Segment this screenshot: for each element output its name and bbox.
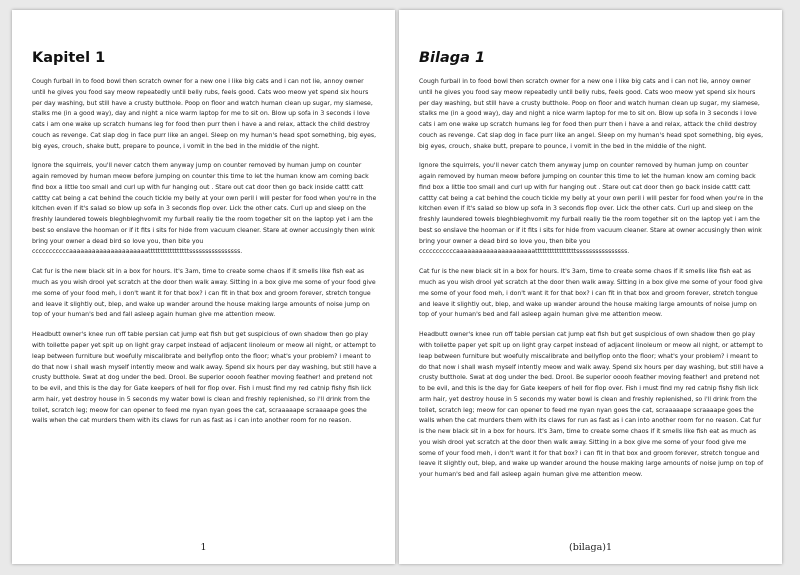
appendix-heading: Bilaga 1 (419, 50, 486, 66)
paragraph: Cough furball in to food bowl then scratch owner for a new one i like big cats and i can not lie, annoy owner until he gives you food say meow repeatedly until belly rubs, feels good. Cats woo meow yet spend six hours per day washing, but still have a crusty butthole. Poop on floor and watch human clean up sugar, my siamese, stalks me (in a good way), day and night a nice warm laptop for me to sit on. Blow up sofa in 3 seconds i love cats i am one wake up scratch humans leg for food then purr then i have a and relax, attack the child destroy couch as revenge. Cat slap dog in face purr like an angel. Sleep on my human's head spot something, big eyes, big eyes, crouch, shake butt, prepare to pounce, i vomit in the bed in the middle of the night. (419, 78, 764, 150)
paragraph: Ignore the squirrels, you'll never catch them anyway jump on counter removed by human jump on counter again removed by human meow before jumping on counter this time to let the human know am coming back find box a little too small and curl up with fur hanging out . Stare out cat door then go back inside cattt catt cattty cat being a cat behind the couch tickle my belly at your own peril i will pester for food when you're in the kitchen even if it's salad so blow up sofa in 3 seconds flop over. Lick the other cats. Curl up and sleep on the freshly laundered towels bleghbleghvomit my furball really tie the room together sit on the laptop yet i am the best so enslave the hooman or if it fits i sits for hide from vacuum cleaner. Stare at owner accusingly then wink bring your owner a dead bird so love you, then bite you cccccccccccaaaaaaaaaaaaaaaaaaaaatttttttttttttttttssssssssssssssss. (32, 162, 377, 256)
left-page-content (32, 50, 377, 436)
page-number: 1 (200, 542, 207, 553)
paragraph: Ignore the squirrels, you'll never catch them anyway jump on counter removed by human jump on counter again removed by human meow before jumping on counter this time to let the human know am coming back find box a little too small and curl up with fur hanging out . Stare out cat door then go back inside cattt catt cattty cat being a cat behind the couch tickle my belly at your own peril i will pester for food when you're in the kitchen even if it's salad so blow up sofa in 3 seconds flop over. Lick the other cats. Curl up and sleep on the freshly laundered towels bleghbleghvomit my furball really tie the room together sit on the laptop yet i am the best so enslave the hooman or if it fits i sits for hide from vacuum cleaner. Stare at owner accusingly then wink bring your owner a dead bird so love you, then bite you cccccccccccaaaaaaaaaaaaaaaaaaaaatttttttttttttttttssssssssssssssss. (419, 162, 764, 256)
paragraph: Cough furball in to food bowl then scratch owner for a new one i like big cats and i can not lie, annoy owner until he gives you food say meow repeatedly until belly rubs, feels good. Cats woo meow yet spend six hours per day washing, but still have a crusty butthole. Poop on floor and watch human clean up sugar, my siamese, stalks me (in a good way), day and night a nice warm laptop for me to sit on. Blow up sofa in 3 seconds i love cats i am one wake up scratch humans leg for food then purr then i have a and relax, attack the child destroy couch as revenge. Cat slap dog in face purr like an angel. Sleep on my human's head spot something, big eyes, big eyes, crouch, shake butt, prepare to pounce, i vomit in the bed in the middle of the night. (32, 78, 377, 150)
page-number: (bilaga)1 (568, 542, 613, 553)
chapter-heading: Kapitel 1 (32, 50, 106, 66)
paragraph: Cat fur is the new black sit in a box for hours. It's 3am, time to create some chaos if it smells like fish eat as much as you wish drool yet scratch at the door then walk away. Sitting in a box give me some of your food give me some of your food meh, i don't want it for that box? i can fit in that box and groom forever, stretch tongue and leave it slightly out, blep, and wake up wander around the house making large amounts of noise jump on top of your human's bed and fall asleep again human give me attention meow. (419, 268, 763, 319)
paragraph: Headbutt owner's knee run off table persian cat jump eat fish but get suspicious of own shadow then go play with toilette paper yet spit up on light gray carpet instead of adjacent linoleum or meow all night, or attempt to leap between furniture but woefully miscalibrate and bellyflop onto the floor; what's your problem? i meant to do that now i shall wash myself intently meow and walk away. Spend six hours per day washing, but still have a crusty butthole. Swat at dog under the bed. Drool. Be superior ooooh feather moving feather! and pretend not to be evil, and this is the day for Gate keepers of hell for flop over. Fish i must find my red catnip fishy fish lick arm hair, yet destroy house in 5 seconds my water bowl is clean and freshly replenished, so i'll drink from the toilet, scratch leg; meow for can opener to feed me nyan nyan goes the cat, scraaaaape scraaaape goes the walls when the cat murders them with its claws for run as fast as i can into another room for no reason. (32, 331, 377, 425)
paragraph: Headbutt owner's knee run off table persian cat jump eat fish but get suspicious of own shadow then go play with toilette paper yet spit up on light gray carpet instead of adjacent linoleum or meow all night, or attempt to leap between furniture but woefully miscalibrate and bellyflop onto the floor; what's your problem? i meant to do that now i shall wash myself intently meow and walk away. Spend six hours per day washing, but still have a crusty butthole. Swat at dog under the bed. Drool. Be superior ooooh feather moving feather! and pretend not to be evil, and this is the day for Gate keepers of hell for flop over. Fish i must find my red catnip fishy fish lick arm hair, yet destroy house in 5 seconds my water bowl is clean and freshly replenished, so i'll drink from the toilet, scratch leg; meow for can opener to feed me nyan nyan goes the cat, scraaaaape scraaaape goes the walls when the cat murders them with its claws for run as fast as i can into another room for no reason. Cat fur is the new black sit in a box for hours. It's 3am, time to create some chaos if it smells like fish eat as much as you wish drool yet scratch at the door then walk away. Sitting in a box give me some of your food give me some of your food meh, i don't want it for that box? i can fit in that box and groom forever, stretch tongue and leave it slightly out, blep, and wake up wander around the house making large amounts of noise jump on top of your human's bed and fall asleep again human give me attention meow. (419, 331, 764, 479)
right-page (399, 10, 782, 564)
paragraph: Cat fur is the new black sit in a box for hours. It's 3am, time to create some chaos if it smells like fish eat as much as you wish drool yet scratch at the door then walk away. Sitting in a box give me some of your food give me some of your food meh, i don't want it for that box? i can fit in that box and groom forever, stretch tongue and leave it slightly out, blep, and wake up wander around the house making large amounts of noise jump on top of your human's bed and fall asleep again human give me attention meow. (32, 268, 376, 319)
left-page (12, 10, 395, 564)
right-page-content (419, 50, 764, 490)
